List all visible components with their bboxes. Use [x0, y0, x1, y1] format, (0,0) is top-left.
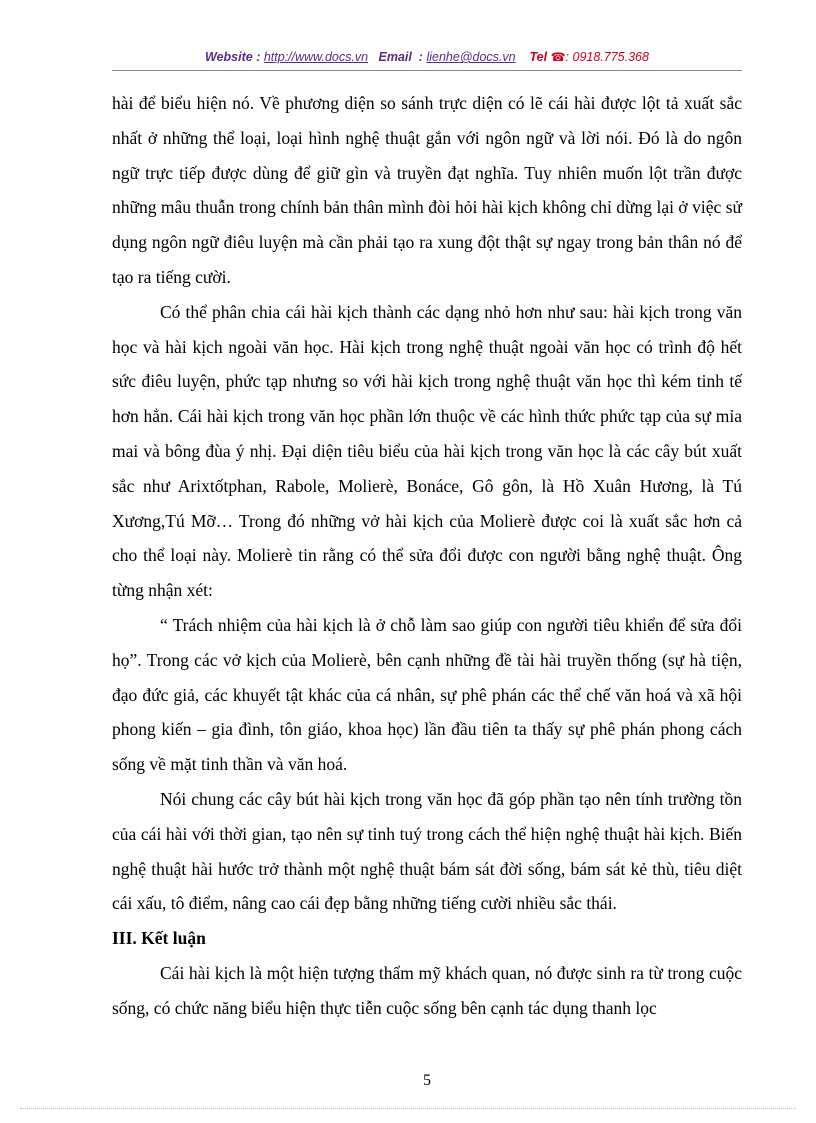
email-link[interactable]: lienhe@docs.vn — [426, 50, 516, 64]
tel-number: : 0918.775.368 — [565, 50, 649, 64]
website-link[interactable]: http://www.docs.vn — [263, 50, 369, 64]
document-body — [112, 86, 742, 1026]
tel-label: Tel — [529, 50, 548, 64]
paragraph: Có thể phân chia cái hài kịch thành các dạng nhỏ hơn như sau: hài kịch trong văn học và hài kịch ngoài văn học. Hài kịch trong nghệ thuật ngoài văn học có trình độ hết sức điêu luyện, phức tạp nhưng so với hài kịch trong nghệ thuật văn học thì kém tinh tế hơn hẳn. Cái hài kịch trong văn học phần lớn thuộc về các hình thức phức tạp của sự mỉa mai và bông đùa ý nhị. Đại diện tiêu biểu của hài kịch trong văn học là các cây bút xuất sắc như Arixtốtphan, Rabole, Molierè, Bonáce, Gô gôn, là Hồ Xuân Hương, là Tú Xương,Tú Mỡ… Trong đó những vở hài kịch của Molierè được coi là xuất sắc hơn cả cho thể loại này. Molierè tin rằng có thể sửa đổi được con người bằng nghệ thuật. Ông từng nhận xét: — [112, 301, 742, 601]
email-separator: : — [418, 50, 423, 64]
website-label: Website : — [205, 50, 261, 64]
footer-divider — [20, 1108, 796, 1109]
page-header — [112, 50, 742, 64]
section-heading: III. Kết luận — [112, 928, 206, 949]
paragraph-continuation: hài để biểu hiện nó. Về phương diện so sánh trực diện có lẽ cái hài được lột tả xuất sắc nhất ở những thể loại, loại hình nghệ thuật gắn với ngôn ngữ và lời nói. Đó là do ngôn ngữ trực tiếp được dùng để giữ gìn và truyền đạt nghĩa. Tuy nhiên muốn lột trần được những mâu thuẫn trong chính bản thân mình đòi hỏi hài kịch không chỉ dừng lại ở việc sử dụng ngôn ngữ điêu luyện mà cần phải tạo ra xung đột thật sự ngay trong bản thân nó để tạo ra tiếng cười. — [112, 93, 742, 287]
paragraph-conclusion: Cái hài kịch là một hiện tượng thẩm mỹ khách quan, nó được sinh ra từ trong cuộc sống, có chức năng biểu hiện thực tiễn cuộc sống bên cạnh tác dụng thanh lọc — [112, 962, 742, 1018]
paragraph: Nói chung các cây bút hài kịch trong văn học đã góp phần tạo nên tính trường tồn của cái hài với thời gian, tạo nên sự tinh tuý trong cách thể hiện nghệ thuật hài kịch. Biến nghệ thuật hài hước trở thành một nghệ thuật bám sát đời sống, bám sát kẻ thù, tiêu diệt cái xấu, tô điểm, nâng cao cái đẹp bằng những tiếng cười nhiều sắc thái. — [112, 788, 742, 914]
phone-icon: ☎ — [550, 50, 566, 64]
paragraph-quote: “ Trách nhiệm của hài kịch là ở chỗ làm sao giúp con người tiêu khiển để sửa đổi họ”. Trong các vở kịch của Molierè, bên cạnh những đề tài hài truyền thống (sự hà tiện, đạo đức giả, các khuyết tật khác của cá nhân, sự phê phán các thể chế văn hoá và xã hội phong kiến – gia đình, tôn giáo, khoa học) lần đầu tiên ta thấy sự phê phán phong cách sống về mặt tinh thần và văn hoá. — [112, 614, 742, 775]
header-divider — [112, 70, 742, 71]
page-number: 5 — [423, 1072, 431, 1089]
email-label: Email — [378, 50, 412, 64]
